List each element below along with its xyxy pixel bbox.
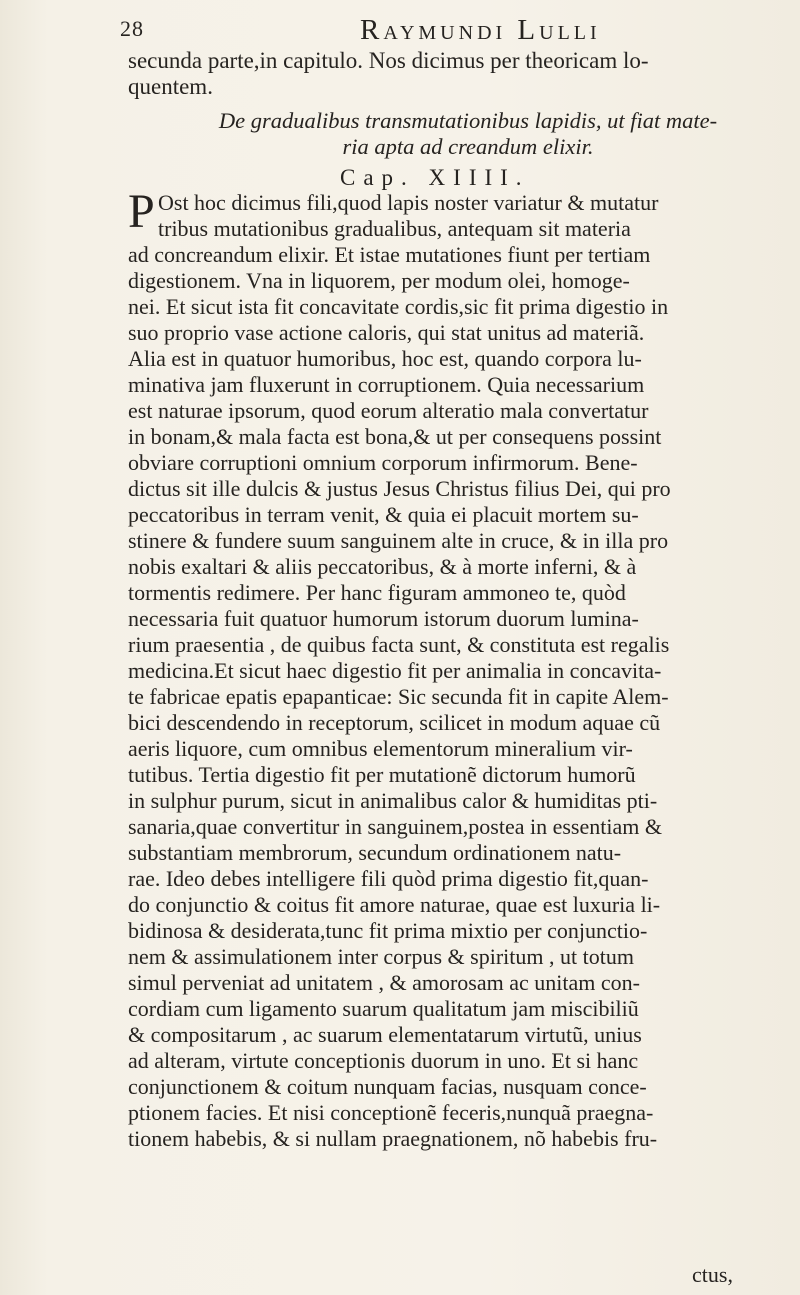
chapter-heading: Cap. XIIII. (340, 165, 530, 190)
body-line: in bonam,& mala facta est bona,& ut per consequens possint (128, 424, 662, 449)
body-line: tionem habebis, & si nullam praegnationem, nõ habebis fru- (128, 1126, 658, 1151)
body-line: digestionem. Vna in liquorem, per modum olei, homoge- (128, 268, 630, 293)
body-line: aeris liquore, cum omnibus elementorum mineralium vir- (128, 736, 633, 761)
body-line: bidinosa & desiderata,tunc fit prima mixtio per conjunctio- (128, 918, 648, 943)
body-line: obviare corruptioni omnium corporum infirmorum. Bene- (128, 450, 638, 475)
title-line: ria apta ad creandum elixir. (342, 134, 594, 159)
page-number: 28 (120, 16, 144, 41)
body-line: substantiam membrorum, secundum ordinationem natu- (128, 840, 622, 865)
intro-line: quentem. (128, 74, 213, 99)
body-line: peccatoribus in terram venit, & quia ei placuit mortem su- (128, 502, 639, 527)
body-line: conjunctionem & coitum nunquam facias, nusquam conce- (128, 1074, 647, 1099)
body-line: minativa jam fluxerunt in corruptionem. Quia necessarium (128, 372, 645, 397)
intro-line: secunda parte,in capitulo. Nos dicimus per theoricam lo- (128, 48, 649, 73)
body-line: ptionem facies. Et nisi conceptionẽ feceris,nunquã praegna- (128, 1100, 654, 1125)
body-line: tribus mutationibus gradualibus, antequam sit materia (158, 216, 631, 241)
body-line: in sulphur purum, sicut in animalibus calor & humiditas pti- (128, 788, 658, 813)
body-line: tutibus. Tertia digestio fit per mutationẽ dictorum humorũ (128, 762, 636, 787)
intro-text (128, 48, 766, 100)
drop-cap: P (128, 185, 155, 238)
body-line: ad concreandum elixir. Et istae mutationes fiunt per tertiam (128, 242, 651, 267)
body-line: suo proprio vase actione caloris, qui stat unitus ad materiã. (128, 320, 645, 345)
page-header (118, 14, 758, 48)
body-line: bici descendendo in receptorum, scilicet in modum aquae cũ (128, 710, 661, 735)
body-line: medicina.Et sicut haec digestio fit per animalia in concavita- (128, 658, 662, 683)
body-line: necessaria fuit quatuor humorum istorum duorum lumina- (128, 606, 639, 631)
body-line: rium praesentia , de quibus facta sunt, & constituta est regalis (128, 632, 670, 657)
section-title (168, 108, 768, 160)
body-line: ad alteram, virtute conceptionis duorum in uno. Et si hanc (128, 1048, 639, 1073)
body-line: stinere & fundere suum sanguinem alte in cruce, & in illa pro (128, 528, 669, 553)
running-title: Raymundi Lulli (360, 14, 601, 46)
body-line: Alia est in quatuor humoribus, hoc est, quando corpora lu- (128, 346, 642, 371)
title-line: De gradualibus transmutationibus lapidis, ut fiat mate- (218, 108, 718, 133)
body-text (128, 185, 770, 1152)
body-line: tormentis redimere. Per hanc figuram ammoneo te, quòd (128, 580, 626, 605)
body-line: nei. Et sicut ista fit concavitate cordis,sic fit prima digestio in (128, 294, 669, 319)
body-line: do conjunctio & coitus fit amore naturae, quae est luxuria li- (128, 892, 661, 917)
body-line: rae. Ideo debes intelligere fili quòd prima digestio fit,quan- (128, 866, 649, 891)
body-line: & compositarum , ac suarum elementatarum virtutũ, unius (128, 1022, 642, 1047)
body-line: simul perveniat ad unitatem , & amorosam ac unitam con- (128, 970, 640, 995)
catchword: ctus, (692, 1262, 733, 1287)
body-line: Ost hoc dicimus fili,quod lapis noster variatur & mutatur (158, 190, 659, 215)
body-line: est naturae ipsorum, quod eorum alteratio mala convertatur (128, 398, 649, 423)
body-line: nobis exaltari & aliis peccatoribus, & à morte inferni, & à (128, 554, 637, 579)
body-line: cordiam cum ligamento suarum qualitatum jam miscibiliũ (128, 996, 639, 1021)
body-line: te fabricae epatis epapanticae: Sic secunda fit in capite Alem- (128, 684, 669, 709)
body-line: sanaria,quae convertitur in sanguinem,postea in essentiam & (128, 814, 662, 839)
body-line: dictus sit ille dulcis & justus Jesus Christus filius Dei, qui pro (128, 476, 671, 501)
body-line: nem & assimulationem inter corpus & spiritum , ut totum (128, 944, 634, 969)
